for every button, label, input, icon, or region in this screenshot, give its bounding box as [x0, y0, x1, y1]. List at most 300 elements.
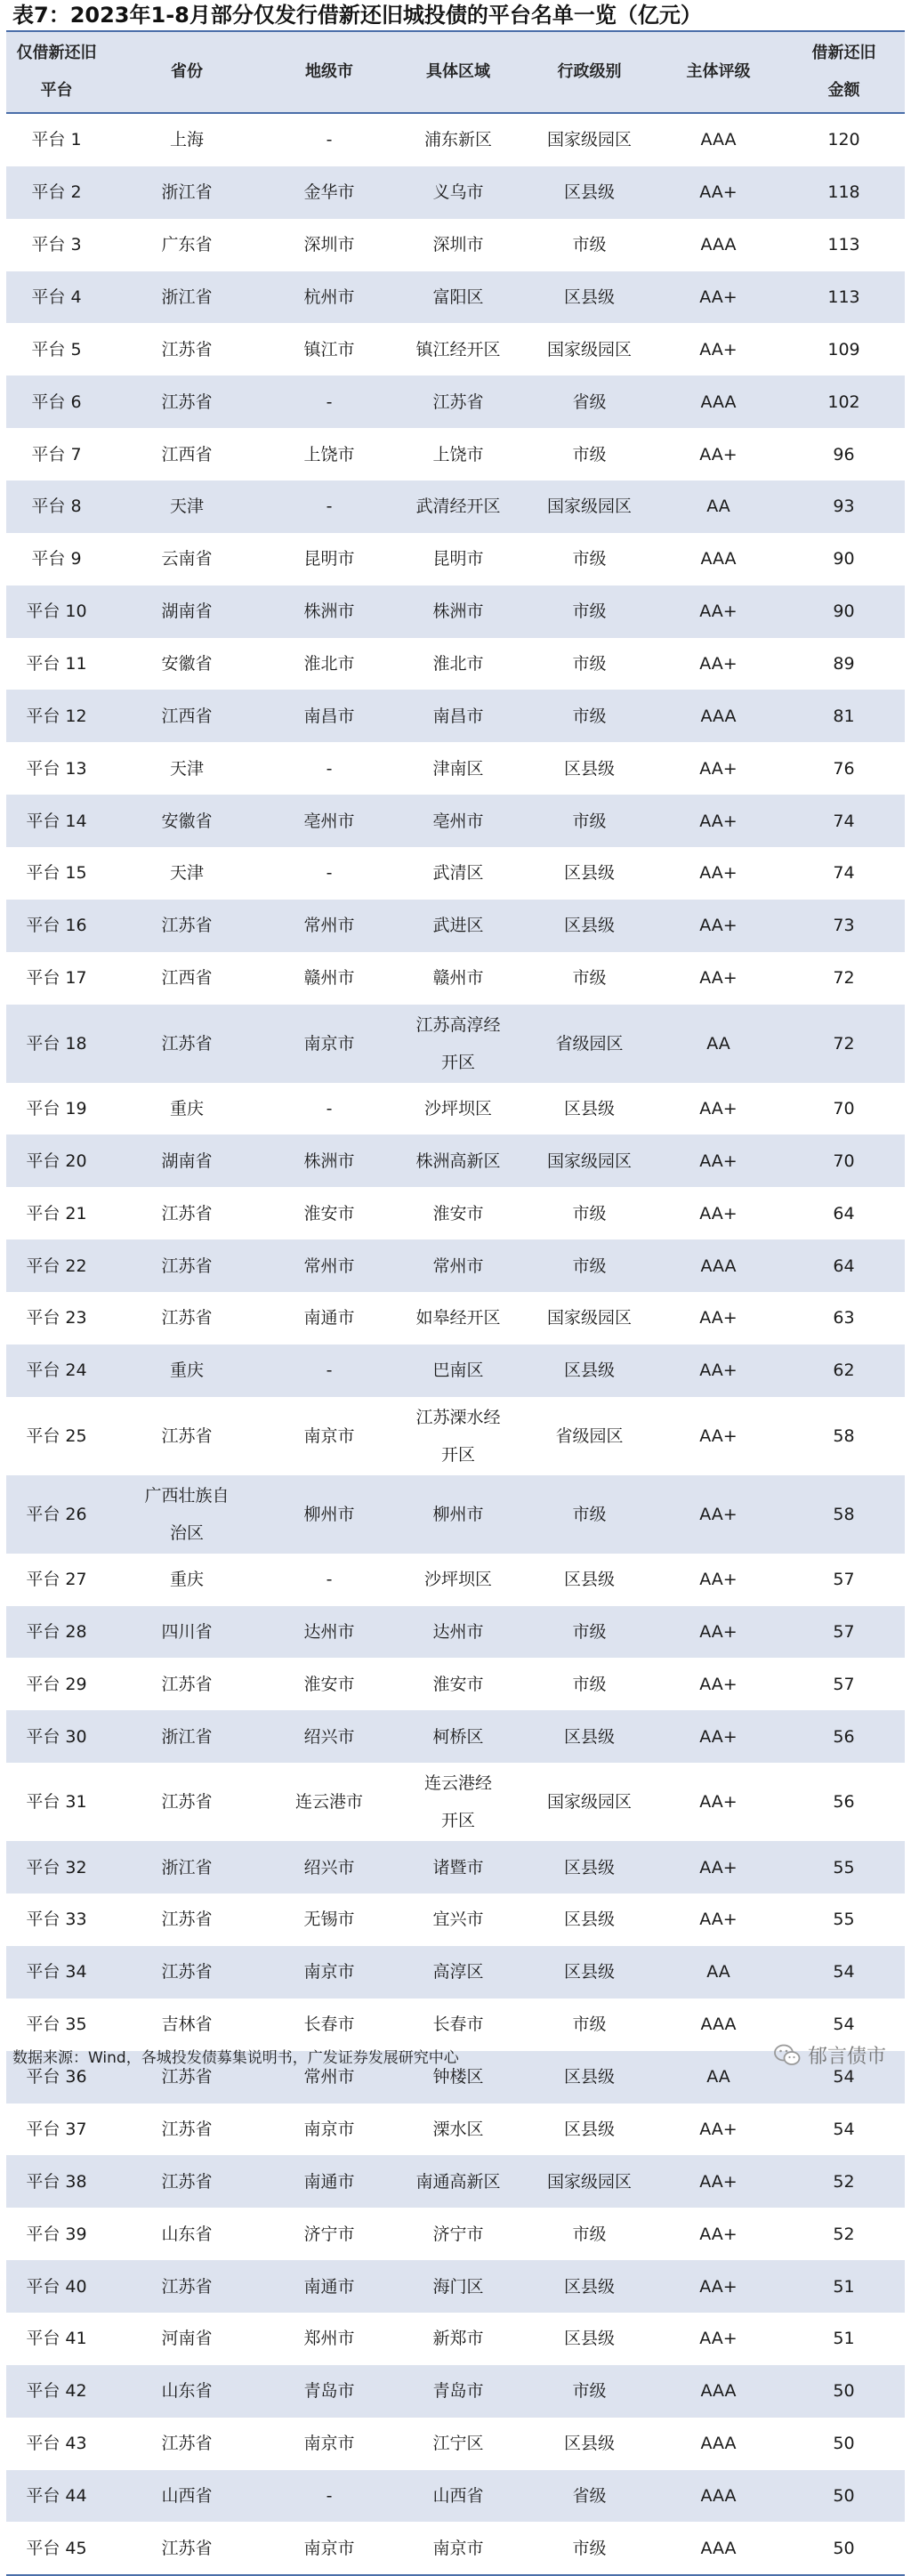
cell-city — [267, 2268, 391, 2305]
cell-city — [267, 645, 391, 682]
cell-admin-level — [525, 2216, 654, 2253]
cell-text: 市级 — [572, 1674, 607, 1694]
cell-text: 平台 26 — [26, 1504, 87, 1524]
cell-rating — [654, 2111, 783, 2148]
data-source-note: 数据来源：Wind，各城投发债募集说明书，广发证券发展研究中心 — [12, 2049, 459, 2067]
cell-text: 深圳市 — [303, 235, 355, 255]
cell-text: 70 — [833, 1099, 855, 1119]
cell-province — [107, 1613, 267, 1651]
cell-text: AAA — [700, 2485, 737, 2506]
cell-text: AAA — [700, 1256, 737, 1276]
cell-rating — [654, 1352, 783, 1389]
cell-area — [391, 1299, 525, 1336]
cell-text: AA+ — [699, 287, 738, 307]
cell-province — [107, 593, 267, 630]
cell-area — [391, 1143, 525, 1180]
cell-admin-level — [525, 226, 654, 263]
cell-amount — [783, 384, 905, 421]
cell-text: 54 — [833, 2015, 855, 2035]
cell-text: 70 — [833, 1151, 855, 1171]
cell-city — [267, 1901, 391, 1938]
cell-province — [107, 1248, 267, 1285]
cell-province — [107, 1417, 267, 1455]
table-title: 表7：2023年1-8月部分仅发行借新还旧城投债的平台名单一览（亿元） — [12, 3, 702, 28]
table-row — [6, 2418, 905, 2470]
cell-text: 海门区 — [432, 2276, 484, 2297]
cell-text: AA+ — [699, 1361, 738, 1381]
cell-text: 52 — [833, 2171, 855, 2192]
cell-province — [107, 226, 267, 263]
cell-area — [391, 488, 525, 525]
cell-city — [267, 1143, 391, 1180]
cell-text: 平台 8 — [31, 497, 82, 517]
table-row — [6, 2208, 905, 2260]
cell-amount — [783, 1901, 905, 1938]
cell-admin-level — [525, 1417, 654, 1455]
cell-text: 平台 29 — [26, 1674, 87, 1694]
cell-area — [391, 540, 525, 577]
cell-text: - — [326, 1570, 333, 1590]
cell-text: 省级园区 — [555, 1425, 624, 1446]
cell-text: 113 — [827, 235, 860, 255]
cell-text: 南通高新区 — [415, 2171, 501, 2192]
cell-text: 58 — [833, 1504, 855, 1524]
cell-rating — [654, 1299, 783, 1336]
header-province — [107, 32, 267, 112]
cell-text: 沙坪坝区 — [423, 1570, 492, 1590]
cell-text: 平台 40 — [26, 2276, 87, 2297]
cell-text: 50 — [833, 2434, 855, 2454]
cell-text: AA+ — [699, 2119, 738, 2139]
table-row — [6, 375, 905, 428]
cell-rating — [654, 331, 783, 368]
cell-text: 平台 20 — [26, 1151, 87, 1171]
cell-amount — [783, 2477, 905, 2515]
table-row — [6, 900, 905, 952]
cell-text: 绍兴市 — [303, 1857, 355, 1877]
cell-admin-level — [525, 121, 654, 158]
cell-text: 省级园区 — [555, 1033, 624, 1054]
cell-rating — [654, 2058, 783, 2096]
cell-platform — [6, 645, 107, 682]
cell-rating — [654, 1666, 783, 1703]
cell-amount — [783, 593, 905, 630]
cell-city — [267, 1666, 391, 1703]
cell-text: AAA — [700, 130, 737, 150]
cell-area — [391, 2372, 525, 2410]
cell-platform — [6, 2216, 107, 2253]
cell-text: 治区 — [169, 1522, 204, 1543]
cell-platform — [6, 593, 107, 630]
cell-rating — [654, 1561, 783, 1598]
cell-text: AA+ — [699, 1857, 738, 1877]
cell-amount — [783, 1953, 905, 1991]
cell-amount — [783, 698, 905, 735]
cell-text: 淮安市 — [303, 1203, 355, 1223]
cell-text: AA+ — [699, 1622, 738, 1643]
cell-province — [107, 1783, 267, 1821]
cell-text: 赣州市 — [303, 968, 355, 989]
cell-platform — [6, 2006, 107, 2043]
cell-rating — [654, 907, 783, 944]
cell-text: 武清经开区 — [415, 497, 501, 517]
table-row — [6, 690, 905, 742]
cell-rating — [654, 645, 783, 682]
cell-text: 区县级 — [563, 2119, 615, 2139]
cell-platform — [6, 1090, 107, 1127]
cell-text: 区县级 — [563, 1962, 615, 1982]
cell-admin-level — [525, 540, 654, 577]
cell-amount — [783, 1613, 905, 1651]
cell-text: 55 — [833, 1857, 855, 1877]
cell-area — [391, 1613, 525, 1651]
cell-text: 上饶市 — [432, 444, 484, 464]
cell-text: 平台 12 — [26, 706, 87, 726]
cell-amount — [783, 854, 905, 892]
cell-text: 江西省 — [161, 444, 213, 464]
cell-area — [391, 698, 525, 735]
cell-text: 长春市 — [303, 2015, 355, 2035]
cell-platform — [6, 1613, 107, 1651]
cell-rating — [654, 1718, 783, 1756]
cell-text: 津南区 — [432, 758, 484, 779]
cell-admin-level — [525, 1248, 654, 1285]
header-text: 金额 — [827, 81, 860, 100]
cell-text: AA+ — [699, 602, 738, 622]
cell-area — [391, 2216, 525, 2253]
header-text: 行政级别 — [557, 62, 622, 81]
cell-text: 淮安市 — [432, 1674, 484, 1694]
cell-province — [107, 645, 267, 682]
cell-text: 54 — [833, 2067, 855, 2087]
header-rating — [654, 32, 783, 112]
cell-text: 江苏省 — [432, 392, 484, 412]
cell-text: 平台 7 — [31, 444, 82, 464]
cell-text: 区县级 — [563, 1361, 615, 1381]
table-row — [6, 219, 905, 271]
cell-text: 国家级园区 — [546, 339, 632, 359]
cell-platform — [6, 2372, 107, 2410]
cell-platform — [6, 1718, 107, 1756]
cell-text: 120 — [827, 130, 860, 150]
cell-province — [107, 331, 267, 368]
cell-admin-level — [525, 1143, 654, 1180]
cell-text: 株洲市 — [303, 1151, 355, 1171]
cell-text: 73 — [833, 916, 855, 936]
cell-platform — [6, 1849, 107, 1886]
cell-text: 平台 37 — [26, 2119, 87, 2139]
table-row — [6, 1999, 905, 2051]
cell-text: AAA — [700, 2538, 737, 2558]
cell-text: 安徽省 — [161, 811, 213, 831]
cell-amount — [783, 2163, 905, 2201]
table-row — [6, 795, 905, 847]
header-text: 仅借新还旧 — [16, 44, 97, 62]
cell-text: - — [326, 1099, 333, 1119]
cell-admin-level — [525, 1901, 654, 1938]
cell-text: 平台 2 — [31, 182, 82, 203]
cell-text: 昆明市 — [432, 549, 484, 569]
cell-province — [107, 1195, 267, 1232]
cell-area — [391, 121, 525, 158]
cell-city — [267, 1783, 391, 1821]
cell-area — [391, 1666, 525, 1703]
cell-text: - — [326, 130, 333, 150]
cell-text: 湖南省 — [161, 1151, 213, 1171]
cell-text: 57 — [833, 1570, 855, 1590]
cell-rating — [654, 1417, 783, 1455]
cell-text: 江苏省 — [161, 916, 213, 936]
cell-area — [391, 331, 525, 368]
table-row — [6, 2313, 905, 2365]
cell-amount — [783, 2111, 905, 2148]
cell-province — [107, 436, 267, 473]
cell-rating — [654, 1783, 783, 1821]
cell-admin-level — [525, 1496, 654, 1533]
watermark-text: 郁言债市 — [807, 2046, 886, 2068]
cell-text: AA+ — [699, 758, 738, 779]
cell-city — [267, 384, 391, 421]
cell-rating — [654, 488, 783, 525]
cell-admin-level — [525, 2163, 654, 2201]
cell-text: 沙坪坝区 — [423, 1099, 492, 1119]
table-body — [6, 112, 905, 2574]
cell-text: 市级 — [572, 706, 607, 726]
cell-area — [391, 1399, 525, 1474]
cell-text: AAA — [700, 706, 737, 726]
header-amount — [783, 32, 905, 112]
cell-amount — [783, 1025, 905, 1062]
cell-text: 平台 14 — [26, 811, 87, 831]
cell-text: - — [326, 1361, 333, 1381]
cell-province — [107, 854, 267, 892]
cell-text: 溧水区 — [432, 2119, 484, 2139]
header-text: 借新还旧 — [811, 44, 876, 62]
cell-rating — [654, 750, 783, 787]
cell-text: AA+ — [699, 2224, 738, 2244]
cell-text: 淮安市 — [432, 1203, 484, 1223]
cell-province — [107, 2372, 267, 2410]
header-area — [391, 32, 525, 112]
cell-province — [107, 1561, 267, 1598]
cell-text: 浙江省 — [161, 1857, 213, 1877]
cell-platform — [6, 2477, 107, 2515]
cell-platform — [6, 803, 107, 840]
cell-text: 株洲市 — [303, 602, 355, 622]
cell-text: 市级 — [572, 654, 607, 674]
cell-platform — [6, 226, 107, 263]
cell-admin-level — [525, 593, 654, 630]
cell-text: 安徽省 — [161, 654, 213, 674]
cell-text: 区县级 — [563, 1857, 615, 1877]
cell-amount — [783, 436, 905, 473]
cell-admin-level — [525, 1849, 654, 1886]
cell-text: 天津 — [169, 758, 204, 779]
cell-rating — [654, 1025, 783, 1062]
cell-platform — [6, 1299, 107, 1336]
table-row — [6, 166, 905, 219]
cell-admin-level — [525, 1666, 654, 1703]
cell-text: 平台 17 — [26, 968, 87, 989]
cell-text: 72 — [833, 1033, 855, 1054]
table-row — [6, 2155, 905, 2208]
cell-city — [267, 1090, 391, 1127]
cell-platform — [6, 121, 107, 158]
cell-amount — [783, 1783, 905, 1821]
cell-text: 连云港市 — [294, 1792, 363, 1813]
cell-text: 平台 38 — [26, 2171, 87, 2192]
cell-admin-level — [525, 1299, 654, 1336]
cell-rating — [654, 698, 783, 735]
cell-city — [267, 2477, 391, 2515]
cell-text: 区县级 — [563, 916, 615, 936]
cell-text: 赣州市 — [432, 968, 484, 989]
cell-admin-level — [525, 645, 654, 682]
cell-province — [107, 1477, 267, 1552]
cell-amount — [783, 2530, 905, 2567]
cell-area — [391, 1849, 525, 1886]
cell-text: 市级 — [572, 1622, 607, 1643]
cell-area — [391, 750, 525, 787]
cell-platform — [6, 854, 107, 892]
cell-text: 国家级园区 — [546, 497, 632, 517]
cell-text: 市级 — [572, 235, 607, 255]
cell-platform — [6, 1248, 107, 1285]
cell-text: 吉林省 — [161, 2015, 213, 2035]
cell-platform — [6, 698, 107, 735]
cell-city — [267, 1025, 391, 1062]
cell-platform — [6, 540, 107, 577]
cell-text: AAA — [700, 2381, 737, 2402]
cell-text: 常州市 — [303, 2067, 355, 2087]
cell-area — [391, 2477, 525, 2515]
cell-text: 平台 19 — [26, 1099, 87, 1119]
table-row — [6, 2365, 905, 2418]
cell-text: AA+ — [699, 1099, 738, 1119]
cell-text: 区县级 — [563, 863, 615, 884]
cell-admin-level — [525, 384, 654, 421]
cell-text: 义乌市 — [432, 182, 484, 203]
table-row — [6, 2260, 905, 2313]
cell-amount — [783, 2372, 905, 2410]
cell-text: 区县级 — [563, 2067, 615, 2087]
cell-text: 上饶市 — [303, 444, 355, 464]
cell-text: 平台 28 — [26, 1622, 87, 1643]
cell-text: 62 — [833, 1361, 855, 1381]
cell-text: 柳州市 — [303, 1504, 355, 1524]
cell-text: 国家级园区 — [546, 1308, 632, 1328]
cell-text: 郑州市 — [303, 2329, 355, 2349]
header-text: 省份 — [171, 62, 203, 81]
cell-text: 南通市 — [303, 2276, 355, 2297]
table-row — [6, 2522, 905, 2574]
header-text: 平台 — [40, 81, 73, 100]
cell-text: 青岛市 — [303, 2381, 355, 2402]
cell-text: 江苏省 — [161, 2434, 213, 2454]
cell-text: 区县级 — [563, 2434, 615, 2454]
cell-text: - — [326, 392, 333, 412]
cell-province — [107, 2320, 267, 2357]
cell-admin-level — [525, 907, 654, 944]
cell-amount — [783, 1561, 905, 1598]
cell-text: 平台 22 — [26, 1256, 87, 1276]
header-city — [267, 32, 391, 112]
cell-rating — [654, 1248, 783, 1285]
cell-platform — [6, 436, 107, 473]
cell-amount — [783, 1143, 905, 1180]
cell-text: 平台 34 — [26, 1962, 87, 1982]
cell-text: 江苏省 — [161, 1033, 213, 1054]
cell-text: 江苏省 — [161, 2538, 213, 2558]
cell-text: AA+ — [699, 2276, 738, 2297]
cell-text: 56 — [833, 1792, 855, 1813]
cell-province — [107, 907, 267, 944]
cell-text: 平台 23 — [26, 1308, 87, 1328]
cell-admin-level — [525, 279, 654, 316]
cell-text: 平台 10 — [26, 602, 87, 622]
cell-amount — [783, 1299, 905, 1336]
cell-rating — [654, 540, 783, 577]
cell-text: 50 — [833, 2485, 855, 2506]
cell-platform — [6, 750, 107, 787]
cell-text: 柳州市 — [432, 1504, 484, 1524]
cell-admin-level — [525, 803, 654, 840]
cell-platform — [6, 331, 107, 368]
cell-text: 江苏省 — [161, 1203, 213, 1223]
cell-text: AAA — [700, 2015, 737, 2035]
table-row — [6, 1083, 905, 1135]
cell-text: 63 — [833, 1308, 855, 1328]
cell-text: 济宁市 — [432, 2224, 484, 2244]
cell-text: 区县级 — [563, 287, 615, 307]
cell-text: AAA — [700, 549, 737, 569]
cell-area — [391, 2111, 525, 2148]
cell-text: 90 — [833, 602, 855, 622]
cell-city — [267, 331, 391, 368]
cell-text: - — [326, 497, 333, 517]
cell-text: AA+ — [699, 863, 738, 884]
table-row — [6, 1894, 905, 1946]
cell-city — [267, 1496, 391, 1533]
table-row — [6, 1606, 905, 1659]
cell-text: 市级 — [572, 2538, 607, 2558]
cell-text: 平台 16 — [26, 916, 87, 936]
cell-text: 50 — [833, 2538, 855, 2558]
cell-amount — [783, 2320, 905, 2357]
cell-text: 济宁市 — [303, 2224, 355, 2244]
cell-platform — [6, 1417, 107, 1455]
table-row — [6, 323, 905, 375]
cell-city — [267, 2425, 391, 2462]
cell-area — [391, 1352, 525, 1389]
cell-admin-level — [525, 750, 654, 787]
cell-text: 柯桥区 — [432, 1726, 484, 1747]
cell-province — [107, 540, 267, 577]
cell-city — [267, 1613, 391, 1651]
cell-text: 54 — [833, 2119, 855, 2139]
cell-province — [107, 2425, 267, 2462]
cell-text: 淮北市 — [432, 654, 484, 674]
cell-text: 山西省 — [432, 2485, 484, 2506]
cell-platform — [6, 488, 107, 525]
cell-admin-level — [525, 1561, 654, 1598]
cell-city — [267, 593, 391, 630]
table-row — [6, 428, 905, 480]
cell-city — [267, 1849, 391, 1886]
cell-area — [391, 174, 525, 211]
cell-text: AA+ — [699, 2329, 738, 2349]
cell-platform — [6, 1025, 107, 1062]
